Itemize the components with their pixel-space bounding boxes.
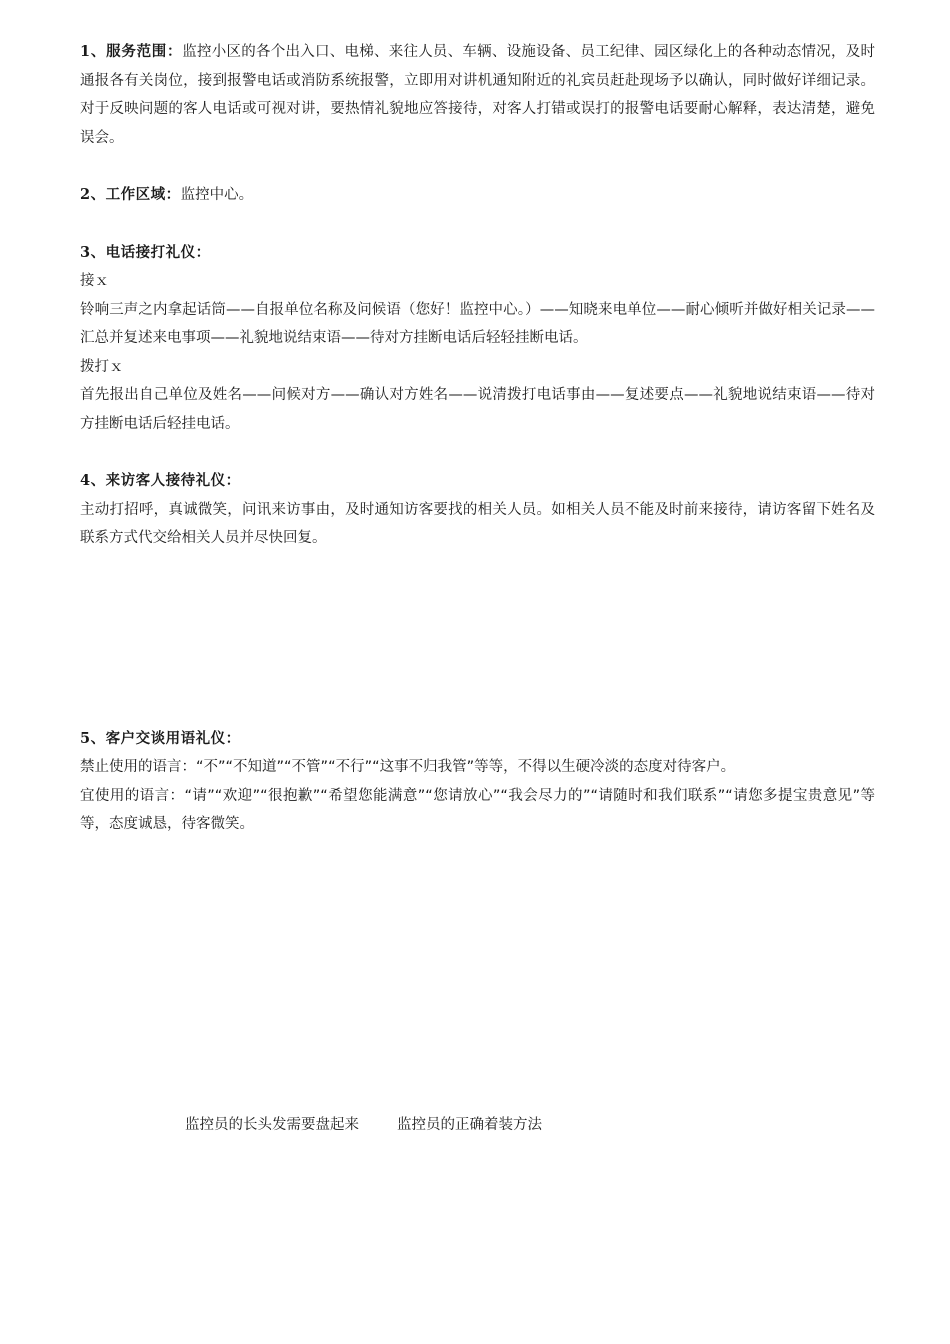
section-service-scope <box>80 38 875 152</box>
service-scope-paragraph <box>80 38 875 152</box>
answer-call-text: 铃响三声之内拿起话筒——自报单位名称及问候语（您好！监控中心。）——知晓来电单位——耐心倾听并做好相关记录——汇总并复述来电事项——礼貌地说结束语——待对方挂断电话后轻轻挂断电话。 <box>80 301 875 346</box>
section-work-area <box>80 181 875 210</box>
recommended-language-text: 宜使用的语言：“请”“欢迎”“很抱歉”“希望您能满意”“您请放心”“我会尽力的”“请随时和我们联系”“请您多提宝贵意见”等等，态度诚恳，待客微笑。 <box>80 787 875 832</box>
caption-hair: 监控员的长头发需要盘起来 <box>185 1117 359 1133</box>
work-area-text: 监控中心。 <box>180 187 254 203</box>
image-captions <box>185 1113 785 1137</box>
section-language-etiquette <box>80 725 875 839</box>
answer-call-label: 接ｘ <box>80 273 109 289</box>
section-phone-etiquette <box>80 239 875 439</box>
service-scope-heading: 1、服务范围： <box>80 43 183 60</box>
phone-etiquette-heading: 3、电话接打礼仪： <box>80 243 211 261</box>
dial-call-text: 首先报出自己单位及姓名——问候对方——确认对方姓名——说清拨打电话事由——复述要点——礼貌地说结束语——待对方挂断电话后轻挂电话。 <box>80 387 875 432</box>
forbidden-language-text: 禁止使用的语言：“不”“不知道”“不管”“不行”“这事不归我管”等等，不得以生硬冷淡的态度对待客户。 <box>80 759 736 775</box>
visitor-etiquette-text: 主动打招呼，真诚微笑，问讯来访事由，及时通知访客要找的相关人员。如相关人员不能及时前来接待，请访客留下姓名及联系方式代交给相关人员并尽快回复。 <box>80 501 875 546</box>
work-area-heading: 2、工作区域： <box>80 186 181 203</box>
section-visitor-etiquette <box>80 467 875 553</box>
dial-call-label: 拨打ｘ <box>80 358 124 375</box>
document-body <box>80 38 875 839</box>
work-area-paragraph <box>80 181 875 210</box>
visitor-etiquette-heading: 4、来访客人接待礼仪： <box>80 472 241 489</box>
service-scope-text: 监控小区的各个出入口、电梯、来往人员、车辆、设施设备、员工纪律、园区绿化上的各种动态情况，及时通报各有关岗位，接到报警电话或消防系统报警，立即用对讲机通知附近的礼宾员赶赴现场予以确认，同时做好详细记录。对于反映问题的客人电话或可视对讲，要热情礼貌地应答接待，对客人打错或误打的报警电话要耐心解释，表达清楚，避免误会。 <box>80 44 875 146</box>
language-etiquette-heading: 5、客户交谈用语礼仪： <box>80 729 241 747</box>
caption-dress: 监控员的正确着装方法 <box>397 1117 542 1133</box>
